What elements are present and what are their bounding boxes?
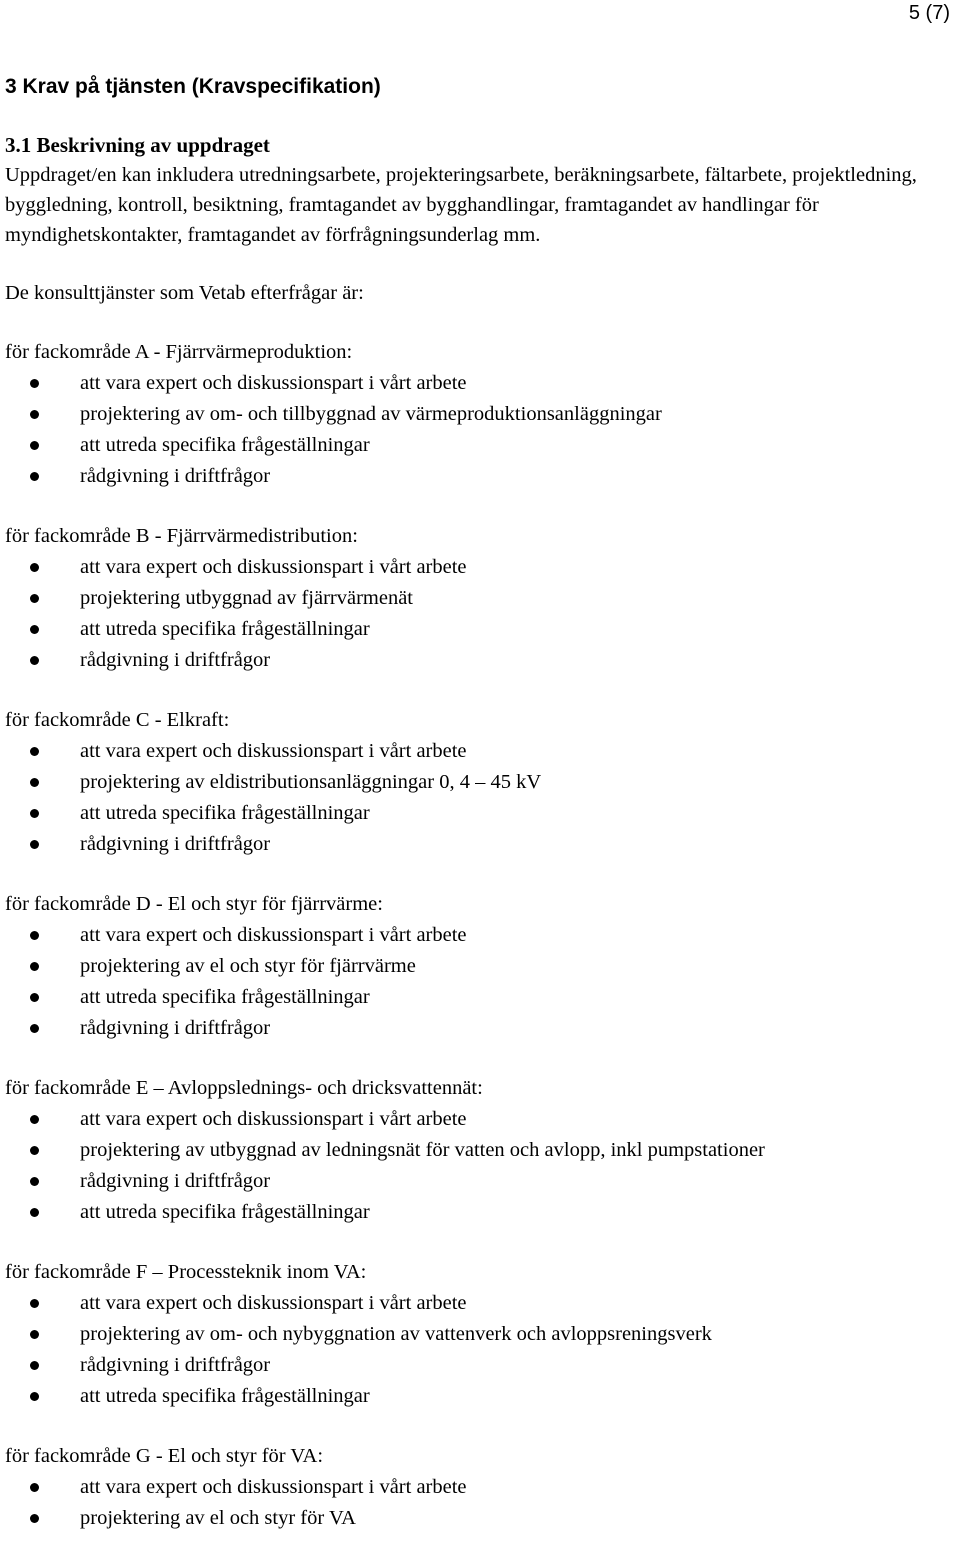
service-item-text: att vara expert och diskussionspart i vårt arbete [80, 1292, 467, 1314]
service-list-item [5, 430, 957, 461]
service-list-item [5, 1319, 957, 1350]
bullet-icon [30, 1115, 39, 1124]
service-list-item [5, 1472, 957, 1503]
bullet-icon [30, 931, 39, 940]
service-area [5, 1440, 957, 1534]
section-description: Uppdraget/en kan inkludera utredningsarbete, projekteringsarbete, beräkningsarbete, fältarbete, projektledning, byggledning, kontroll, besiktning, framtagandet av bygghandlingar, framtagandet av handlingar för myndighetskontakter, framtagandet av förfrågningsunderlag mm. [5, 164, 917, 246]
service-list-item [5, 1013, 957, 1044]
service-item-text: projektering av eldistributionsanläggningar 0, 4 – 45 kV [80, 771, 542, 793]
service-list-item [5, 583, 957, 614]
service-list-item [5, 1350, 957, 1381]
bullet-icon [30, 472, 39, 481]
service-item-text: att vara expert och diskussionspart i vårt arbete [80, 740, 467, 762]
service-list-item [5, 645, 957, 676]
section-title: 3.1 Beskrivning av uppdraget [5, 133, 270, 157]
service-list-item [5, 736, 957, 767]
service-item-text: rådgivning i driftfrågor [80, 1354, 271, 1376]
service-list [5, 368, 957, 492]
service-item-text: att utreda specifika frågeställningar [80, 434, 370, 456]
service-list [5, 1104, 957, 1228]
service-item-text: projektering utbyggnad av fjärrvärmenät [80, 587, 413, 609]
service-item-text: att utreda specifika frågeställningar [80, 1385, 370, 1407]
service-item-text: rådgivning i driftfrågor [80, 1017, 271, 1039]
bullet-icon [30, 594, 39, 603]
service-list-item [5, 1135, 957, 1166]
service-area-title: för fackområde G - El och styr för VA: [5, 1445, 324, 1467]
service-item-text: att utreda specifika frågeställningar [80, 1201, 370, 1223]
service-list-item [5, 1381, 957, 1412]
service-area [5, 520, 957, 676]
bullet-icon [30, 1330, 39, 1339]
bullet-icon [30, 809, 39, 818]
bullet-icon [30, 1146, 39, 1155]
bullet-icon [30, 1024, 39, 1033]
service-area-title: för fackområde A - Fjärrvärmeproduktion: [5, 341, 353, 363]
bullet-icon [30, 747, 39, 756]
service-item-text: rådgivning i driftfrågor [80, 1170, 271, 1192]
bullet-icon [30, 1514, 39, 1523]
service-list-item [5, 461, 957, 492]
service-list-item [5, 1503, 957, 1534]
bullet-icon [30, 563, 39, 572]
service-item-text: att vara expert och diskussionspart i vårt arbete [80, 556, 467, 578]
service-area [5, 704, 957, 860]
service-list-item [5, 614, 957, 645]
service-list [5, 1288, 957, 1412]
bullet-icon [30, 441, 39, 450]
bullet-icon [30, 625, 39, 634]
service-item-text: att vara expert och diskussionspart i vårt arbete [80, 924, 467, 946]
service-item-text: att utreda specifika frågeställningar [80, 986, 370, 1008]
service-list-item [5, 829, 957, 860]
service-item-text: rådgivning i driftfrågor [80, 833, 271, 855]
service-area-title: för fackområde D - El och styr för fjärrvärme: [5, 893, 383, 915]
bullet-icon [30, 840, 39, 849]
service-item-text: projektering av om- och nybyggnation av vattenverk och avloppsreningsverk [80, 1323, 712, 1345]
service-item-text: projektering av el och styr för VA [80, 1507, 356, 1529]
service-list-item [5, 1104, 957, 1135]
service-item-text: projektering av el och styr för fjärrvärme [80, 955, 416, 977]
services-intro: De konsulttjänster som Vetab efterfrågar är: [5, 282, 364, 304]
service-item-text: att vara expert och diskussionspart i vårt arbete [80, 1108, 467, 1130]
document-body [5, 130, 957, 1534]
service-area [5, 1072, 957, 1228]
service-area [5, 336, 957, 492]
bullet-icon [30, 379, 39, 388]
bullet-icon [30, 1483, 39, 1492]
service-item-text: att utreda specifika frågeställningar [80, 618, 370, 640]
service-item-text: att vara expert och diskussionspart i vårt arbete [80, 372, 467, 394]
page-heading: 3 Krav på tjänsten (Kravspecifikation) [5, 75, 381, 98]
bullet-icon [30, 1361, 39, 1370]
service-area-title: för fackområde F – Processteknik inom VA: [5, 1261, 367, 1283]
service-item-text: att utreda specifika frågeställningar [80, 802, 370, 824]
bullet-icon [30, 1208, 39, 1217]
bullet-icon [30, 656, 39, 665]
service-list [5, 1472, 957, 1534]
service-list-item [5, 1166, 957, 1197]
bullet-icon [30, 778, 39, 787]
service-list-item [5, 399, 957, 430]
service-list-item [5, 767, 957, 798]
service-areas [5, 336, 957, 1534]
service-area-title: för fackområde B - Fjärrvärmedistribution: [5, 525, 358, 547]
bullet-icon [30, 993, 39, 1002]
service-area-title: för fackområde C - Elkraft: [5, 709, 230, 731]
bullet-icon [30, 1177, 39, 1186]
service-list [5, 920, 957, 1044]
service-list-item [5, 798, 957, 829]
service-list-item [5, 552, 957, 583]
service-item-text: projektering av om- och tillbyggnad av värmeproduktionsanläggningar [80, 403, 662, 425]
service-list [5, 736, 957, 860]
service-list-item [5, 951, 957, 982]
service-list-item [5, 920, 957, 951]
service-item-text: att vara expert och diskussionspart i vårt arbete [80, 1476, 467, 1498]
service-list-item [5, 982, 957, 1013]
service-area [5, 1256, 957, 1412]
bullet-icon [30, 1299, 39, 1308]
page-number: 5 (7) [908, 2, 950, 24]
bullet-icon [30, 1392, 39, 1401]
service-list [5, 552, 957, 676]
service-list-item [5, 1288, 957, 1319]
service-item-text: rådgivning i driftfrågor [80, 649, 271, 671]
service-area-title: för fackområde E – Avloppslednings- och dricksvattennät: [5, 1077, 483, 1099]
service-item-text: projektering av utbyggnad av ledningsnät för vatten och avlopp, inkl pumpstationer [80, 1139, 765, 1161]
bullet-icon [30, 410, 39, 419]
service-list-item [5, 368, 957, 399]
service-list-item [5, 1197, 957, 1228]
service-area [5, 888, 957, 1044]
bullet-icon [30, 962, 39, 971]
service-item-text: rådgivning i driftfrågor [80, 465, 271, 487]
